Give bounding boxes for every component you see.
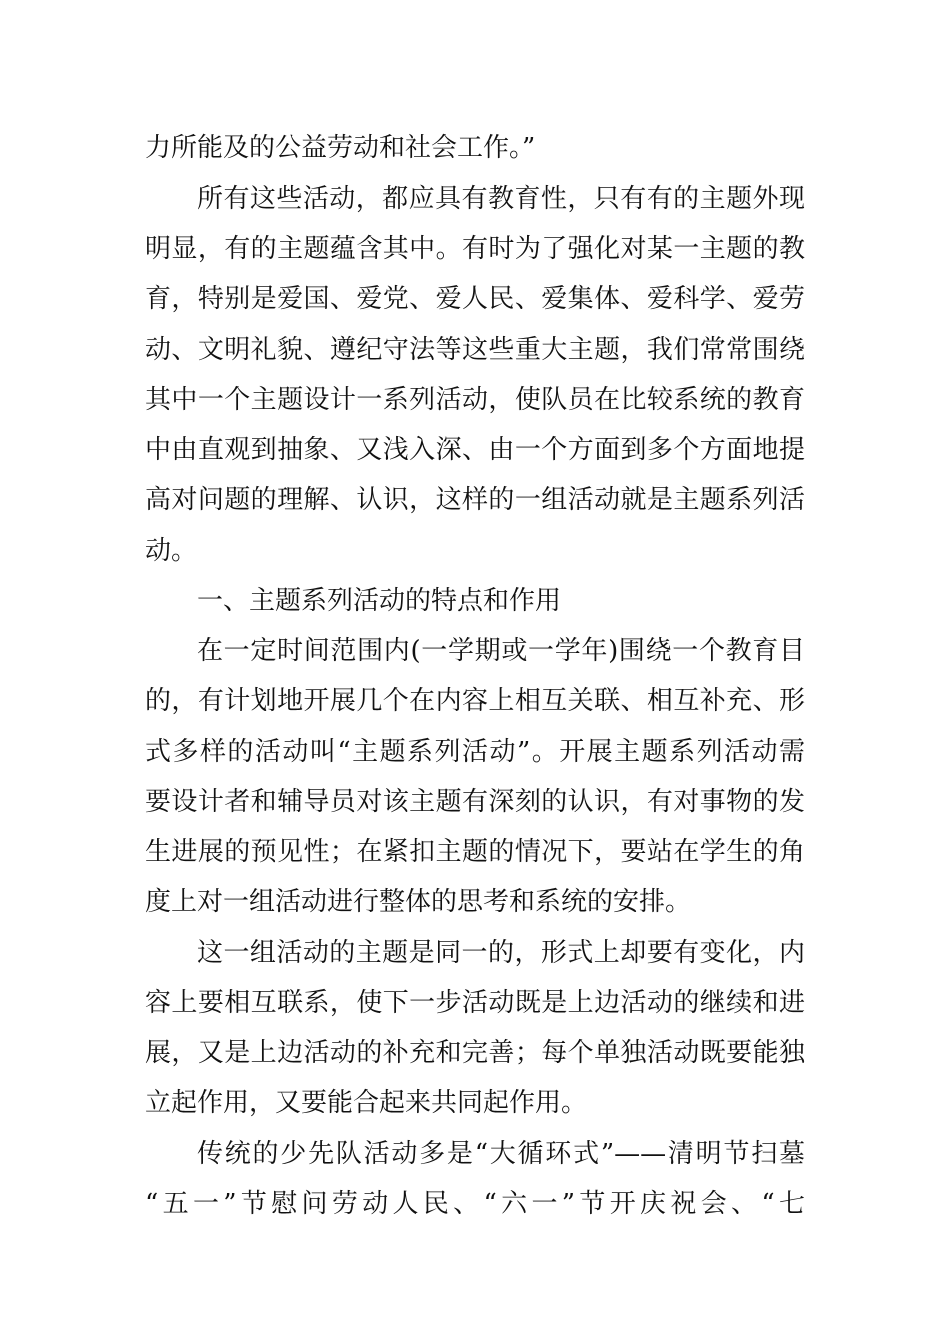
paragraph-first-line: 所有这些活动，都应具有教育性，只有有的主题外现 <box>197 184 805 214</box>
text-line: “五一”节慰问劳动人民、“六一”节开庆祝会、“七 <box>145 1189 805 1219</box>
text-line: 度上对一组活动进行整体的思考和系统的安排。 <box>145 887 692 917</box>
paragraph-first-line: 这一组活动的主题是同一的，形式上却要有变化，内 <box>197 938 805 968</box>
text-line: 要设计者和辅导员对该主题有深刻的认识，有对事物的发 <box>145 787 805 817</box>
text-line: 动。 <box>145 536 198 566</box>
text-line: 明显，有的主题蕴含其中。有时为了强化对某一主题的教 <box>145 234 805 264</box>
text-line: 育，特别是爱国、爱党、爱人民、爱集体、爱科学、爱劳 <box>145 284 805 314</box>
text-line: 生进展的预见性；在紧扣主题的情况下，要站在学生的角 <box>145 837 805 867</box>
text-line: 的，有计划地开展几个在内容上相互关联、相互补充、形 <box>145 686 805 716</box>
paragraph-first-line: 在一定时间范围内(一学期或一学年)围绕一个教育目 <box>197 636 805 666</box>
text-line: 容上要相互联系，使下一步活动既是上边活动的继续和进 <box>145 988 805 1018</box>
section-heading: 一、主题系列活动的特点和作用 <box>197 586 562 616</box>
text-line: 展，又是上边活动的补充和完善；每个单独活动既要能独 <box>145 1038 805 1068</box>
text-line: 动、文明礼貌、遵纪守法等这些重大主题，我们常常围绕 <box>145 335 805 365</box>
text-line: 其中一个主题设计一系列活动，使队员在比较系统的教育 <box>145 385 805 415</box>
text-line: 中由直观到抽象、又浅入深、由一个方面到多个方面地提 <box>145 435 805 465</box>
text-line: 立起作用，又要能合起来共同起作用。 <box>145 1088 588 1118</box>
text-line: 力所能及的公益劳动和社会工作。” <box>145 133 536 163</box>
paragraph-first-line: 传统的少先队活动多是“大循环式”——清明节扫墓 <box>197 1139 805 1169</box>
text-line: 高对问题的理解、认识，这样的一组活动就是主题系列活 <box>145 485 805 515</box>
text-line: 式多样的活动叫“主题系列活动”。开展主题系列活动需 <box>145 737 805 767</box>
